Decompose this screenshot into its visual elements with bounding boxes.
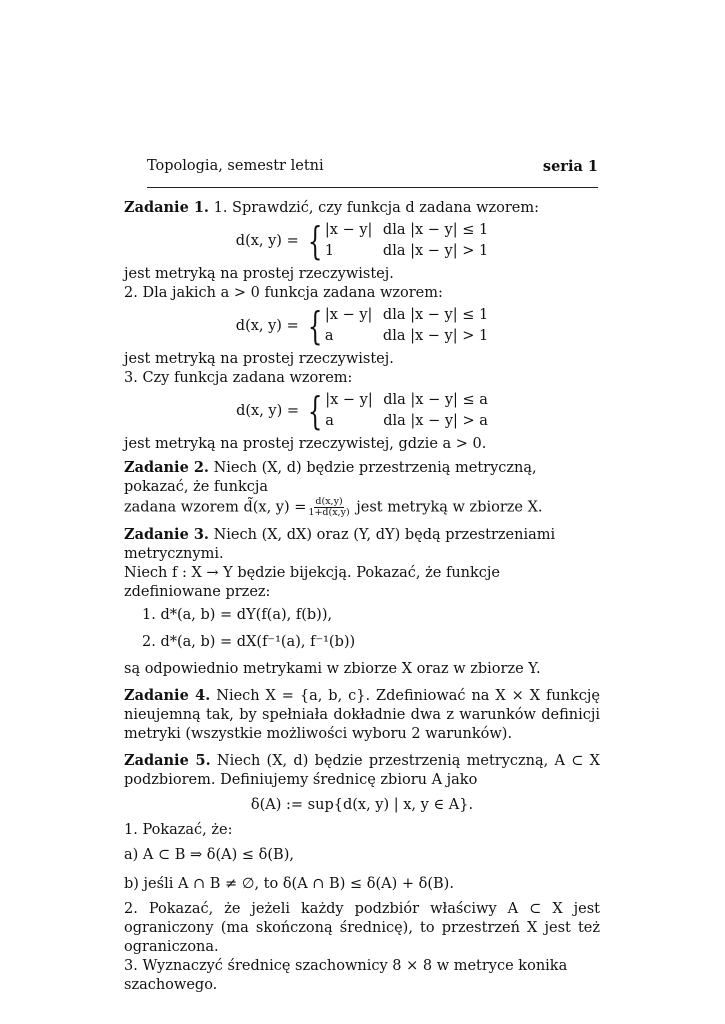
exercise-3-line-1: Niech (X, dX) oraz (Y, dY) będą przestrzeniami metrycznymi. [124,527,556,562]
fraction [308,497,349,518]
exercise-3-line-2: Niech f : X → Y będzie bijekcją. Pokazać, że funkcje zdefiniowane przez: [124,565,501,600]
header-rule [147,187,598,188]
course-title: Topologia, semestr letni [147,158,324,174]
series-label: seria 1 [542,158,598,175]
exercise-1-after-2: jest metryką na prostej rzeczywistej. [124,351,394,367]
document-body [124,198,600,995]
formula-3 [124,391,600,431]
exercise-3-label: Zadanie 3. [124,526,209,543]
exercise-1-intro: 1. Sprawdzić, czy funkcja d zadana wzorem: [213,200,540,216]
case-value: a [325,413,334,429]
exercise-2 [124,458,600,518]
case-value: |x − y| [324,307,373,323]
exercise-4 [124,686,600,744]
exercise-1-label: Zadanie 1. [124,199,209,216]
formula-lhs: d(x, y) = [235,317,299,334]
case-condition: dla |x − y| > a [383,413,488,429]
case-condition: dla |x − y| > 1 [382,328,489,344]
exercise-1-after-3: jest metryką na prostej rzeczywistej, gdzie a > 0. [124,436,487,452]
exercise-5 [124,751,600,995]
formula-1 [124,221,600,261]
formula-lhs: d(x, y) = [236,402,300,419]
exercise-3-list [142,606,600,652]
case-value: |x − y| [325,392,373,408]
exercise-2-line-2a: zadana wzorem d̃(x, y) = [124,499,307,516]
case-condition: dla |x − y| ≤ 1 [382,222,489,238]
case-value: a [324,328,334,344]
fraction-numerator: d(x,y) [315,496,343,507]
fraction-denominator: 1+d(x,y) [308,507,350,518]
diameter-formula: δ(A) := sup{d(x, y) | x, y ∈ A}. [250,797,474,813]
exercise-2-line-1: Niech (X, d) będzie przestrzenią metryczną, pokazać, że funkcja [124,460,537,495]
cases [325,391,488,431]
exercise-1 [124,198,600,454]
exercise-5-q3: 3. Wyznaczyć średnicę szachownicy 8 × 8 w metryce konika szachowego. [124,958,568,993]
exercise-3 [124,525,600,679]
cases [325,306,488,346]
exercise-1-q2: 2. Dla jakich a > 0 funkcja zadana wzorem: [124,285,443,301]
brace-icon: { [307,219,323,263]
exercise-5-q2: 2. Pokazać, że jeżeli każdy podzbiór właściwy A ⊂ X jest ograniczony (ma skończoną średnicę), to przestrzeń X jest też ograniczona. [124,901,600,955]
exercise-5-qa: a) A ⊂ B ⇒ δ(A) ≤ δ(B), [124,847,294,863]
case-value: 1 [324,243,335,259]
exercise-2-line-2b: jest metryką w zbiorze X. [356,499,543,516]
formula-lhs: d(x, y) = [235,232,299,249]
page-header [147,158,598,188]
exercise-4-text: Niech X = {a, b, c}. Zdefiniować na X × X funkcję nieujemną tak, by spełniała dokładnie dwa z warunków definicji metryki (wszystkie możliwości wyboru 2 warunków). [124,688,600,742]
exercise-1-after-1: jest metryką na prostej rzeczywistej. [124,266,394,282]
case-condition: dla |x − y| ≤ 1 [382,307,489,323]
exercise-5-text: Niech (X, d) będzie przestrzenią metryczną, A ⊂ X podzbiorem. Definiujemy średnicę zbioru A jako [124,753,601,788]
exercise-2-label: Zadanie 2. [124,459,209,476]
exercise-5-qb: b) jeśli A ∩ B ≠ ∅, to δ(A ∩ B) ≤ δ(A) + δ(B). [124,876,454,892]
brace-icon: { [307,389,323,433]
case-condition: dla |x − y| > 1 [382,243,489,259]
case-value: |x − y| [324,222,373,238]
exercise-3-after: są odpowiednio metrykami w zbiorze X oraz w zbiorze Y. [124,661,541,677]
exercise-4-label: Zadanie 4. [124,687,211,704]
exercise-5-label: Zadanie 5. [124,752,211,769]
exercise-5-q1: 1. Pokazać, że: [124,822,233,838]
brace-icon: { [307,304,323,348]
formula-2 [124,306,600,346]
cases [325,221,488,261]
case-condition: dla |x − y| ≤ a [383,392,488,408]
list-item: 1. d*(a, b) = dY(f(a), f(b)), [142,607,333,623]
list-item: 2. d*(a, b) = dX(f⁻¹(a), f⁻¹(b)) [142,634,356,650]
exercise-1-q3: 3. Czy funkcja zadana wzorem: [124,370,353,386]
